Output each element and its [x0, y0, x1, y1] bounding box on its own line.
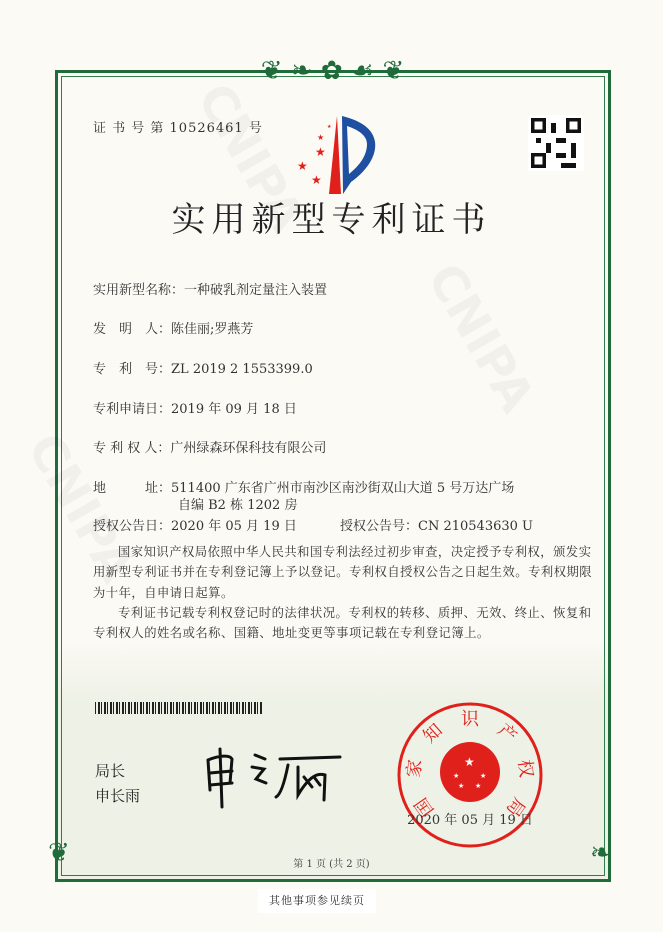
seal-character: 知 [419, 719, 447, 748]
field-value: 广州绿森环保科技有限公司 [170, 441, 327, 456]
national-emblem-icon [440, 742, 500, 802]
seal-character: 家 [403, 758, 427, 779]
continued-note: 其他事项参见续页 [258, 889, 376, 913]
field-value: ZL 2019 2 1553399.0 [171, 362, 313, 377]
field-patentee [93, 437, 326, 456]
svg-text:★: ★ [315, 145, 326, 159]
field-announcement-number [340, 515, 533, 534]
signature-image [200, 745, 345, 813]
svg-text:★: ★ [453, 772, 460, 780]
field-label: 授权公告日： [93, 519, 172, 534]
svg-text:★: ★ [475, 782, 482, 790]
field-value: CN 210543630 U [418, 519, 533, 534]
field-label: 发 明 人： [93, 322, 172, 337]
field-value: 一种破乳剂定量注入装置 [184, 283, 328, 298]
signatory-name: 申长雨 [95, 787, 141, 805]
field-value: 2019 年 09 月 18 日 [171, 402, 297, 417]
svg-text:★: ★ [297, 159, 308, 173]
seal-date: 2020 年 05 月 19 日 [407, 813, 533, 828]
corner-ornament-icon: ❦ [48, 838, 70, 868]
field-value: 511400 广东省广州市南沙区南沙街双山大道 5 号万达广场 [171, 481, 515, 496]
top-ornament-icon: ❦ ❧ ✿ ☙ ❦ [260, 56, 405, 86]
seal-character: 权 [513, 758, 537, 779]
page-title: 实用新型专利证书 [171, 200, 492, 240]
field-address [93, 477, 514, 496]
barcode [95, 702, 263, 714]
svg-text:★: ★ [317, 133, 325, 142]
statement-paragraph: 专利证书记载专利权登记时的法律状况。专利权的转移、质押、无效、终止、恢复和专利权人的姓名或名称、国籍、地址变更等事项记载在专利登记簿上。 [93, 606, 592, 641]
field-patent-number [93, 358, 313, 377]
seal-character: 识 [461, 709, 479, 730]
certificate-number: 证 书 号 第 10526461 号 [93, 121, 263, 136]
field-application-date [93, 398, 297, 417]
seal-character: 产 [493, 719, 521, 748]
svg-text:★: ★ [311, 173, 322, 187]
official-seal [395, 700, 545, 850]
svg-text:★: ★ [327, 124, 332, 130]
svg-text:★: ★ [464, 755, 475, 769]
qr-code [528, 115, 584, 171]
svg-text:★: ★ [480, 772, 487, 780]
signatory-title: 局长 [95, 762, 126, 780]
field-utility-model-name [93, 279, 327, 298]
cnipa-logo-icon [285, 112, 385, 194]
field-inventors [93, 318, 253, 337]
field-grant-date [93, 515, 297, 534]
seal-character: 局 [501, 793, 530, 821]
field-label: 地 址： [93, 481, 172, 496]
corner-ornament-icon: ❧ [590, 838, 612, 868]
field-label: 专 利 号： [93, 362, 172, 377]
field-value: 陈佳丽;罗燕芳 [171, 322, 254, 337]
field-value: 2020 年 05 月 19 日 [171, 519, 297, 534]
field-label: 专利申请日： [93, 402, 172, 417]
field-label: 授权公告号： [340, 519, 419, 534]
page-indicator: 第 1 页 (共 2 页) [293, 859, 370, 870]
svg-text:★: ★ [458, 782, 465, 790]
field-label: 实用新型名称： [93, 283, 185, 298]
statement-paragraph: 国家知识产权局依照中华人民共和国专利法经过初步审查，决定授予专利权，颁发实用新型专利证书并在专利登记簿上予以登记。专利权自授权公告之日起生效。专利权期限为十年，自申请日起算。 [93, 545, 593, 600]
seal-character: 国 [410, 793, 439, 821]
field-label: 专 利 权 人： [93, 441, 171, 456]
field-address-line2: 自编 B2 栋 1202 房 [178, 498, 298, 513]
